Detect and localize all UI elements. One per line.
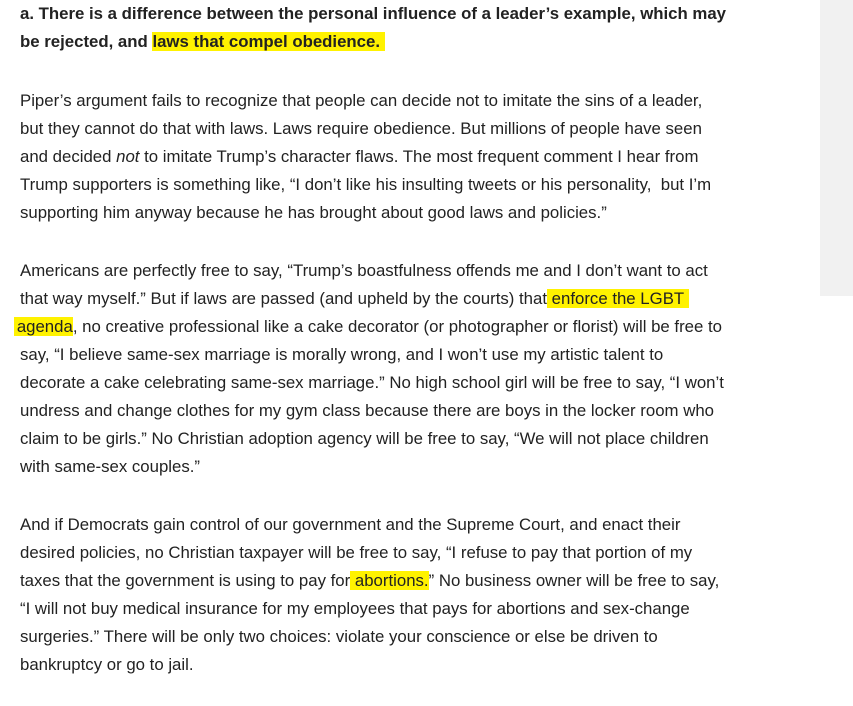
paragraph-text: to imitate Trump’s character flaws. The most frequent comment I hear from <box>139 147 699 166</box>
paragraph-line: bankruptcy or go to jail. <box>20 655 194 674</box>
paragraph-line: desired policies, no Christian taxpayer will be free to say, “I refuse to pay that portion of my <box>20 543 693 562</box>
heading-line-1: a. There is a difference between the personal influence of a leader’s example, which may <box>20 4 726 23</box>
paragraph-2 <box>16 257 724 481</box>
paragraph-line: Americans are perfectly free to say, “Trump’s boastfulness offends me and I don’t want to act <box>20 261 708 280</box>
highlighted-text: enforce the LGBT <box>547 289 689 308</box>
paragraph-line: say, “I believe same-sex marriage is morally wrong, and I won’t use my artistic talent to <box>20 345 664 364</box>
paragraph-line: Trump supporters is something like, “I don’t like his insulting tweets or his personality, but I’m <box>20 175 712 194</box>
paragraph-line <box>14 313 724 341</box>
paragraph-1 <box>20 87 711 227</box>
paragraph-text: ” No business owner will be free to say, <box>428 571 720 590</box>
paragraph-line <box>20 285 724 313</box>
highlighted-word: agenda <box>16 317 73 336</box>
paragraph-line: surgeries.” There will be only two choices: violate your conscience or else be driven to <box>20 627 658 646</box>
paragraph-line: decorate a cake celebrating same-sex marriage.” No high school girl will be free to say, “I won’t <box>20 373 724 392</box>
section-heading <box>20 0 726 56</box>
emphasized-text: not <box>116 147 140 166</box>
paragraph-line: supporting him anyway because he has brought about good laws and policies.” <box>20 203 607 222</box>
paragraph-text: and decided <box>20 147 117 166</box>
paragraph-text: , no creative professional like a cake decorator (or photographer or florist) will be free to <box>72 317 723 336</box>
paragraph-text: taxes that the government is using to pay for <box>20 571 351 590</box>
heading-text: be rejected, and <box>20 32 153 51</box>
paragraph-line: And if Democrats gain control of our government and the Supreme Court, and enact their <box>20 515 681 534</box>
paragraph-line: with same-sex couples.” <box>20 457 200 476</box>
right-sidebar-panel <box>820 0 853 296</box>
paragraph-line: “I will not buy medical insurance for my employees that pays for abortions and sex-change <box>20 599 690 618</box>
heading-line-2 <box>20 28 726 56</box>
paragraph-line: but they cannot do that with laws. Laws require obedience. But millions of people have seen <box>20 119 702 138</box>
paragraph-line <box>20 143 711 171</box>
highlighted-text: laws that compel obedience. <box>152 32 385 51</box>
paragraph-line <box>20 567 719 595</box>
paragraph-line: Piper’s argument fails to recognize that people can decide not to imitate the sins of a leader, <box>20 91 703 110</box>
paragraph-3 <box>20 511 719 679</box>
paragraph-line: claim to be girls.” No Christian adoption agency will be free to say, “We will not place children <box>20 429 709 448</box>
highlighted-text: abortions. <box>350 571 429 590</box>
paragraph-line: undress and change clothes for my gym class because there are boys in the locker room who <box>20 401 714 420</box>
highlighted-text <box>14 317 73 336</box>
paragraph-text: that way myself.” But if laws are passed (and upheld by the courts) that <box>20 289 548 308</box>
